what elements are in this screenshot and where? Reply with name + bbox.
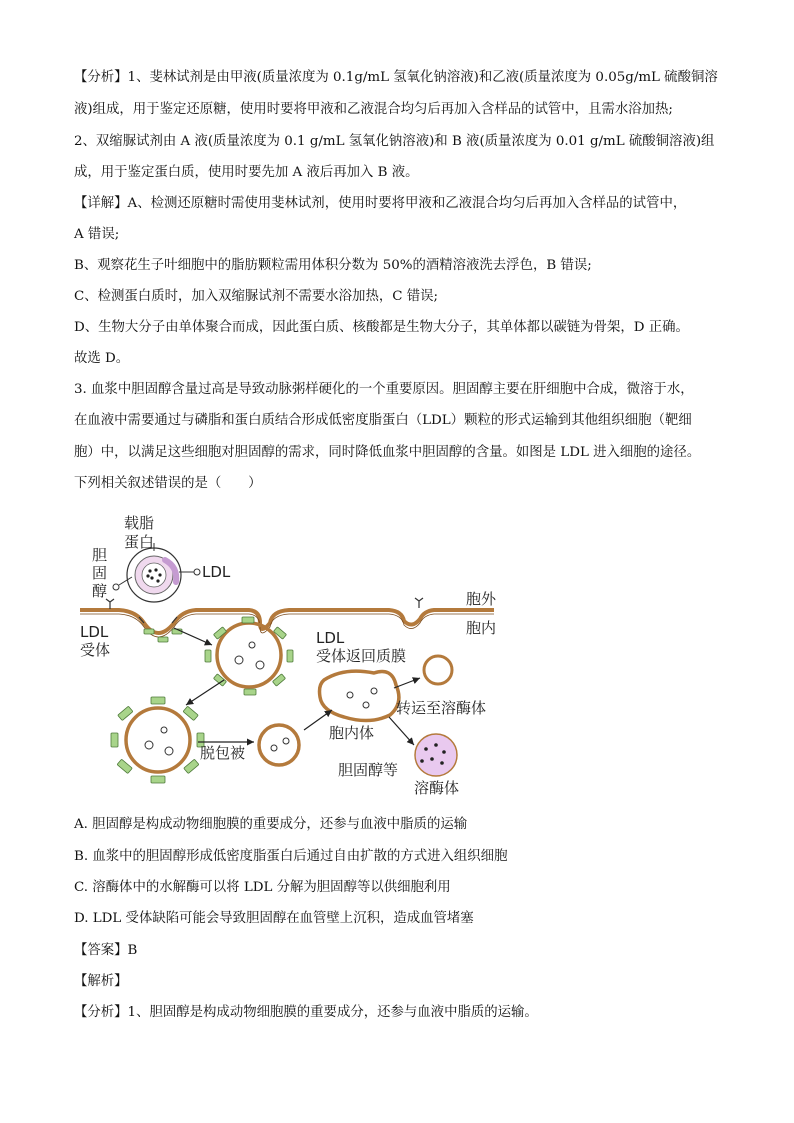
lysosome	[415, 734, 457, 776]
cholesterol-etc-label: 胆固醇等	[338, 761, 399, 779]
uncoat-label: 脱包被	[200, 744, 246, 762]
return-vesicle	[424, 656, 452, 684]
apoprotein-label-1: 载脂	[124, 514, 155, 532]
cholesterol-label-2: 固	[92, 564, 108, 582]
option-d[interactable]: D. LDL 受体缺陷可能会导致胆固醇在血管壁上沉积，造成血管堵塞	[74, 911, 474, 926]
lysosome-label: 溶酶体	[414, 779, 460, 797]
option-b[interactable]: B. 血浆中的胆固醇形成低密度脂蛋白后通过自由扩散的方式进入组织细胞	[74, 849, 508, 864]
detail-line-4: C、检测蛋白质时，加入双缩脲试剂不需要水浴加热，C 错误;	[74, 289, 439, 304]
analysis-line-4: 成，用于鉴定蛋白质，使用时要先加 A 液后再加入 B 液。	[74, 165, 419, 180]
answer: 【答案】B	[74, 943, 138, 958]
detail-line-2: A 错误;	[74, 227, 120, 242]
endosome	[320, 671, 399, 720]
detail-line-5: D、生物大分子由单体聚合而成，因此蛋白质、核酸都是生物大分子，其单体都以碳链为骨架，D 正确。	[74, 320, 689, 335]
ldl-label: LDL	[202, 563, 231, 581]
analysis-line: 【分析】1、胆固醇是构成动物细胞膜的重要成分，还参与血液中脂质的运输。	[74, 1005, 538, 1020]
coated-vesicle-large	[111, 697, 204, 783]
detail-line-6: 故选 D。	[74, 351, 130, 366]
ldl-endocytosis-diagram	[74, 505, 504, 800]
option-a[interactable]: A. 胆固醇是构成动物细胞膜的重要成分，还参与血液中脂质的运输	[74, 817, 468, 832]
to-lysosome-label: 转运至溶酶体	[396, 699, 487, 717]
detail-line-3: B、观察花生子叶细胞中的脂肪颗粒需用体积分数为 50%的酒精溶液洗去浮色，B 错误;	[74, 258, 592, 273]
cholesterol-label-1: 胆	[92, 546, 108, 564]
inside-cell-label: 胞内	[466, 619, 497, 637]
question-stem-line-1: 3. 血浆中胆固醇含量过高是导致动脉粥样硬化的一个重要原因。胆固醇主要在肝细胞中合成，微溶于水，	[74, 382, 694, 397]
cholesterol-label-3: 醇	[92, 582, 108, 600]
option-c[interactable]: C. 溶酶体中的水解酶可以将 LDL 分解为胆固醇等以供细胞利用	[74, 880, 451, 895]
receptor-return-label-2: 受体返回质膜	[316, 647, 407, 665]
question-stem-line-3: 胞）中，以满足这些细胞对胆固醇的需求，同时降低血浆中胆固醇的含量。如图是 LDL 进入细胞的途径。	[74, 445, 701, 460]
analysis-line-3: 2、双缩脲试剂由 A 液(质量浓度为 0.1 g/mL 氢氧化钠溶液)和 B 液(质量浓度为 0.01 g/mL 硫酸铜溶液)组	[74, 134, 715, 149]
receptor-return-label-1: LDL	[316, 629, 345, 647]
detail-line-1: 【详解】A、检测还原糖时需使用斐林试剂，使用时要将甲液和乙液混合均匀后再加入含样品的试管中，	[74, 196, 687, 211]
ldl-receptor-label-2: 受体	[80, 641, 111, 659]
question-stem-line-2: 在血液中需要通过与磷脂和蛋白质结合形成低密度脂蛋白（LDL）颗粒的形式运输到其他组织细胞（靶细	[74, 413, 692, 428]
uncoated-vesicle	[259, 725, 299, 765]
analysis-line-2: 液)组成，用于鉴定还原糖，使用时要将甲液和乙液混合均匀后再加入含样品的试管中，且需水浴加热;	[74, 102, 673, 117]
outside-cell-label: 胞外	[466, 590, 497, 608]
apoprotein-label-2: 蛋白	[124, 533, 155, 551]
analysis-title: 【解析】	[74, 974, 128, 989]
ldl-particle	[113, 543, 200, 602]
analysis-line-1: 【分析】1、斐林试剂是由甲液(质量浓度为 0.1g/mL 氢氧化钠溶液)和乙液(质量浓度为 0.05g/mL 硫酸铜溶	[74, 70, 718, 85]
ldl-receptor-label-1: LDL	[80, 623, 109, 641]
endosome-label: 胞内体	[329, 724, 375, 742]
question-stem-line-4: 下列相关叙述错误的是（ ）	[74, 476, 262, 491]
